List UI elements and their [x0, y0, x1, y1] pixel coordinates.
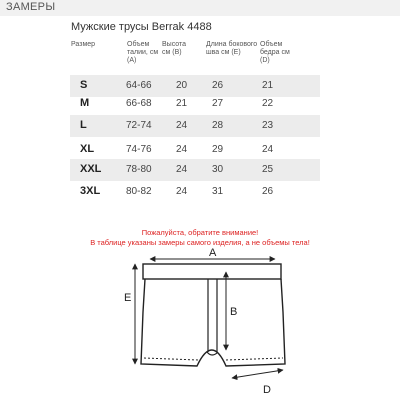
side-cell: 27 — [212, 98, 224, 109]
waist-cell: 64-66 — [126, 80, 152, 91]
col-header-size: Размер — [71, 41, 96, 48]
col-header-side: Длина бокового шва см (Е) — [206, 41, 258, 56]
waist-cell: 78-80 — [126, 164, 152, 175]
hip-cell: 26 — [262, 186, 274, 197]
size-cell: XXL — [80, 163, 102, 175]
side-cell: 29 — [212, 144, 224, 155]
side-cell: 30 — [212, 164, 224, 175]
hip-cell: 25 — [262, 164, 274, 175]
hip-cell: 21 — [262, 80, 274, 91]
fly-seam — [207, 279, 218, 355]
height-cell: 21 — [176, 98, 188, 109]
height-cell: 24 — [176, 186, 188, 197]
label-d: D — [263, 384, 271, 396]
label-a: A — [209, 247, 217, 259]
notice-line-2: В таблице указаны замеры самого изделия, а не объемы тела! — [90, 238, 310, 247]
waist-cell: 80-82 — [126, 186, 152, 197]
side-cell: 28 — [212, 120, 224, 131]
left-hem-stitch — [144, 358, 198, 360]
size-cell: L — [80, 119, 87, 131]
label-b: B — [230, 306, 238, 318]
height-cell: 20 — [176, 80, 188, 91]
side-cell: 31 — [212, 186, 224, 197]
col-header-height: Высота см (В) — [162, 41, 187, 56]
waist-cell: 66-68 — [126, 98, 152, 109]
waist-cell: 74-76 — [126, 144, 152, 155]
boxer-body-outline — [141, 279, 285, 366]
side-cell: 26 — [212, 80, 224, 91]
waist-cell: 72-74 — [126, 120, 152, 131]
height-cell: 24 — [176, 120, 188, 131]
height-cell: 24 — [176, 144, 188, 155]
section-title: ЗАМЕРЫ — [6, 1, 56, 13]
size-cell: XL — [80, 143, 95, 155]
size-cell: S — [80, 79, 88, 91]
height-cell: 24 — [176, 164, 188, 175]
notice-line-1: Пожалуйста, обратите внимание! — [141, 228, 259, 237]
waistband-outline — [143, 264, 281, 279]
arrow-d — [232, 370, 283, 378]
product-title: Мужские трусы Berrak 4488 — [71, 21, 212, 33]
size-cell: M — [80, 97, 90, 109]
hip-cell: 24 — [262, 144, 274, 155]
size-cell: 3XL — [80, 185, 101, 197]
right-hem-stitch — [226, 358, 283, 360]
hip-cell: 23 — [262, 120, 274, 131]
col-header-waist: Объем талии, см (А) — [127, 41, 159, 64]
hip-cell: 22 — [262, 98, 274, 109]
label-e: E — [124, 292, 132, 304]
col-header-hip: Объем бедра см (D) — [260, 41, 290, 64]
